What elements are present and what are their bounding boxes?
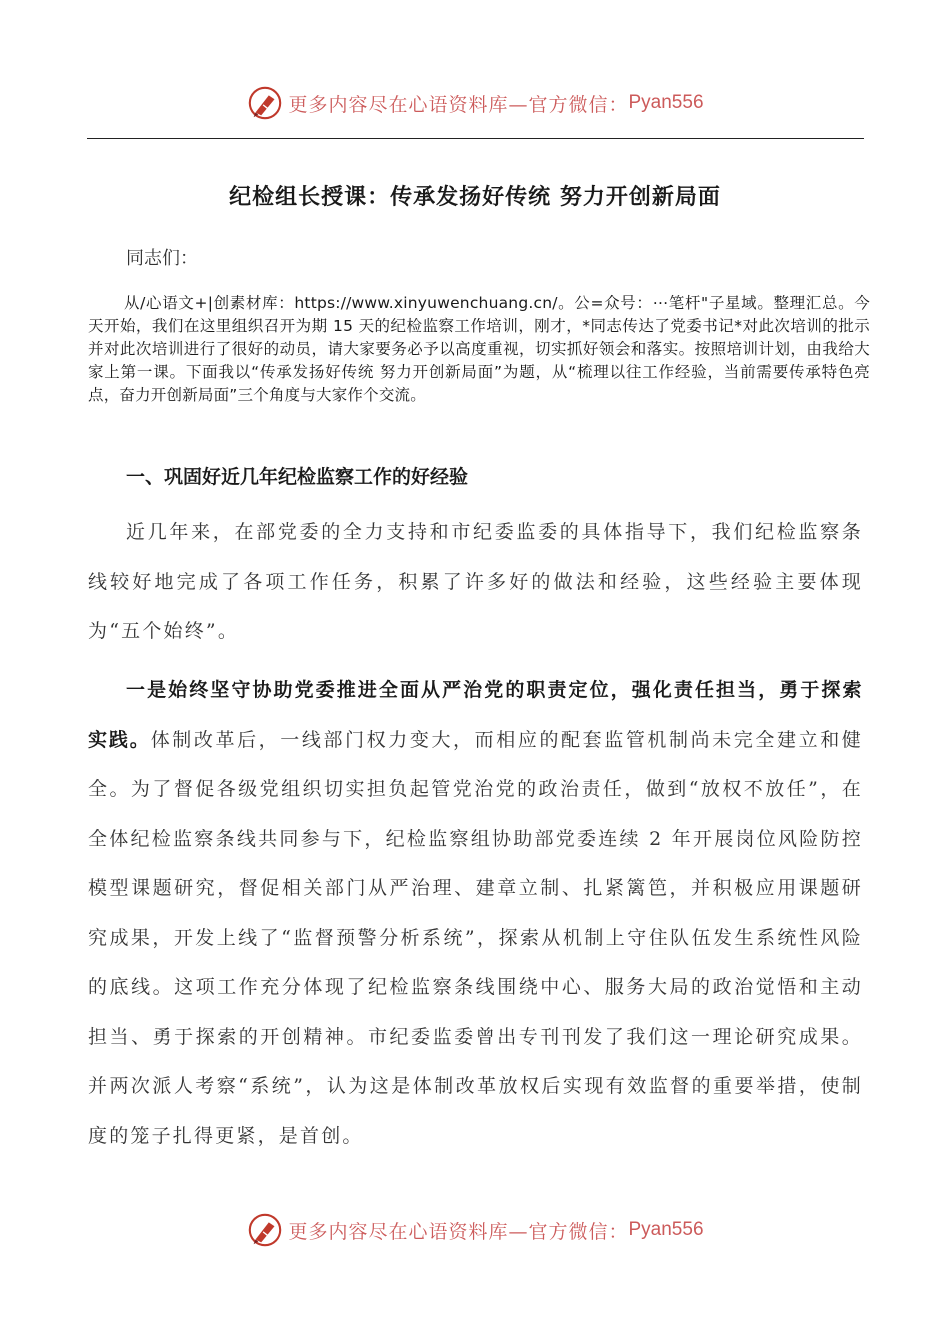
footer-banner bbox=[0, 1210, 950, 1250]
banner-wechat-id: Pyan556 bbox=[628, 1219, 704, 1240]
greeting: 同志们： bbox=[126, 248, 198, 269]
point-paragraph bbox=[88, 666, 863, 1161]
header-banner bbox=[0, 83, 950, 123]
header-divider bbox=[87, 138, 864, 139]
intro-paragraph: 从/心语文+|创素材库：https://www.xinyuwenchuang.cn/。公=众号：⋯笔杆"子星域。整理汇总。今天开始，我们在这里组织召开为期 15 天的纪检监察工作培训，刚才，*同志传达了党委书记*对此次培训的批示并对此次培训进行了很好的动员，请大家要务必予以高度重视，切实抓好领会和落实。按照培训计划，由我给大家上第一课。下面我以“传承发扬好传统 努力开创新局面”为题，从“梳理以往工作经验，当前需要传承特色亮点，奋力开创新局面”三个角度与大家作个交流。 bbox=[88, 294, 870, 404]
point-lead: 一是始终坚守协助党委推进全面从严治党的职责定位，强化责任担当，勇于探索实践。 bbox=[88, 679, 863, 751]
banner-text: 更多内容尽在心语资料库—官方微信： bbox=[288, 1220, 629, 1243]
section-heading: 一、巩固好近几年纪检监察工作的好经验 bbox=[126, 466, 469, 488]
banner-text: 更多内容尽在心语资料库—官方微信： bbox=[288, 93, 629, 116]
banner-wechat-id: Pyan556 bbox=[628, 92, 704, 113]
section-paragraph: 近几年来，在部党委的全力支持和市纪委监委的具体指导下，我们纪检监察条线较好地完成了各项工作任务，积累了许多好的做法和经验，这些经验主要体现为“五个始终”。 bbox=[88, 521, 863, 642]
pen-nib-logo-icon bbox=[246, 1211, 284, 1249]
pen-nib-logo-icon bbox=[246, 84, 284, 122]
page-title: 纪检组长授课：传承发扬好传统 努力开创新局面 bbox=[229, 184, 721, 210]
point-body: 体制改革后，一线部门权力变大，而相应的配套监管机制尚未完全建立和健全。为了督促各级党组织切实担负起管党治党的政治责任，做到“放权不放任”，在全体纪检监察条线共同参与下，纪检监察组协助部党委连续 2 年开展岗位风险防控模型课题研究，督促相关部门从严治理、建章立制、扎紧篱笆，并积极应用课题研究成果，开发上线了“监督预警分析系统”，探索从机制上守住队伍发生系统性风险的底线。这项工作充分体现了纪检监察条线围绕中心、服务大局的政治觉悟和主动担当、勇于探索的开创精神。市纪委监委曾出专刊刊发了我们这一理论研究成果。并两次派人考察“系统”，认为这是体制改革放权后实现有效监督的重要举措，使制度的笼子扎得更紧，是首创。 bbox=[88, 728, 863, 1147]
